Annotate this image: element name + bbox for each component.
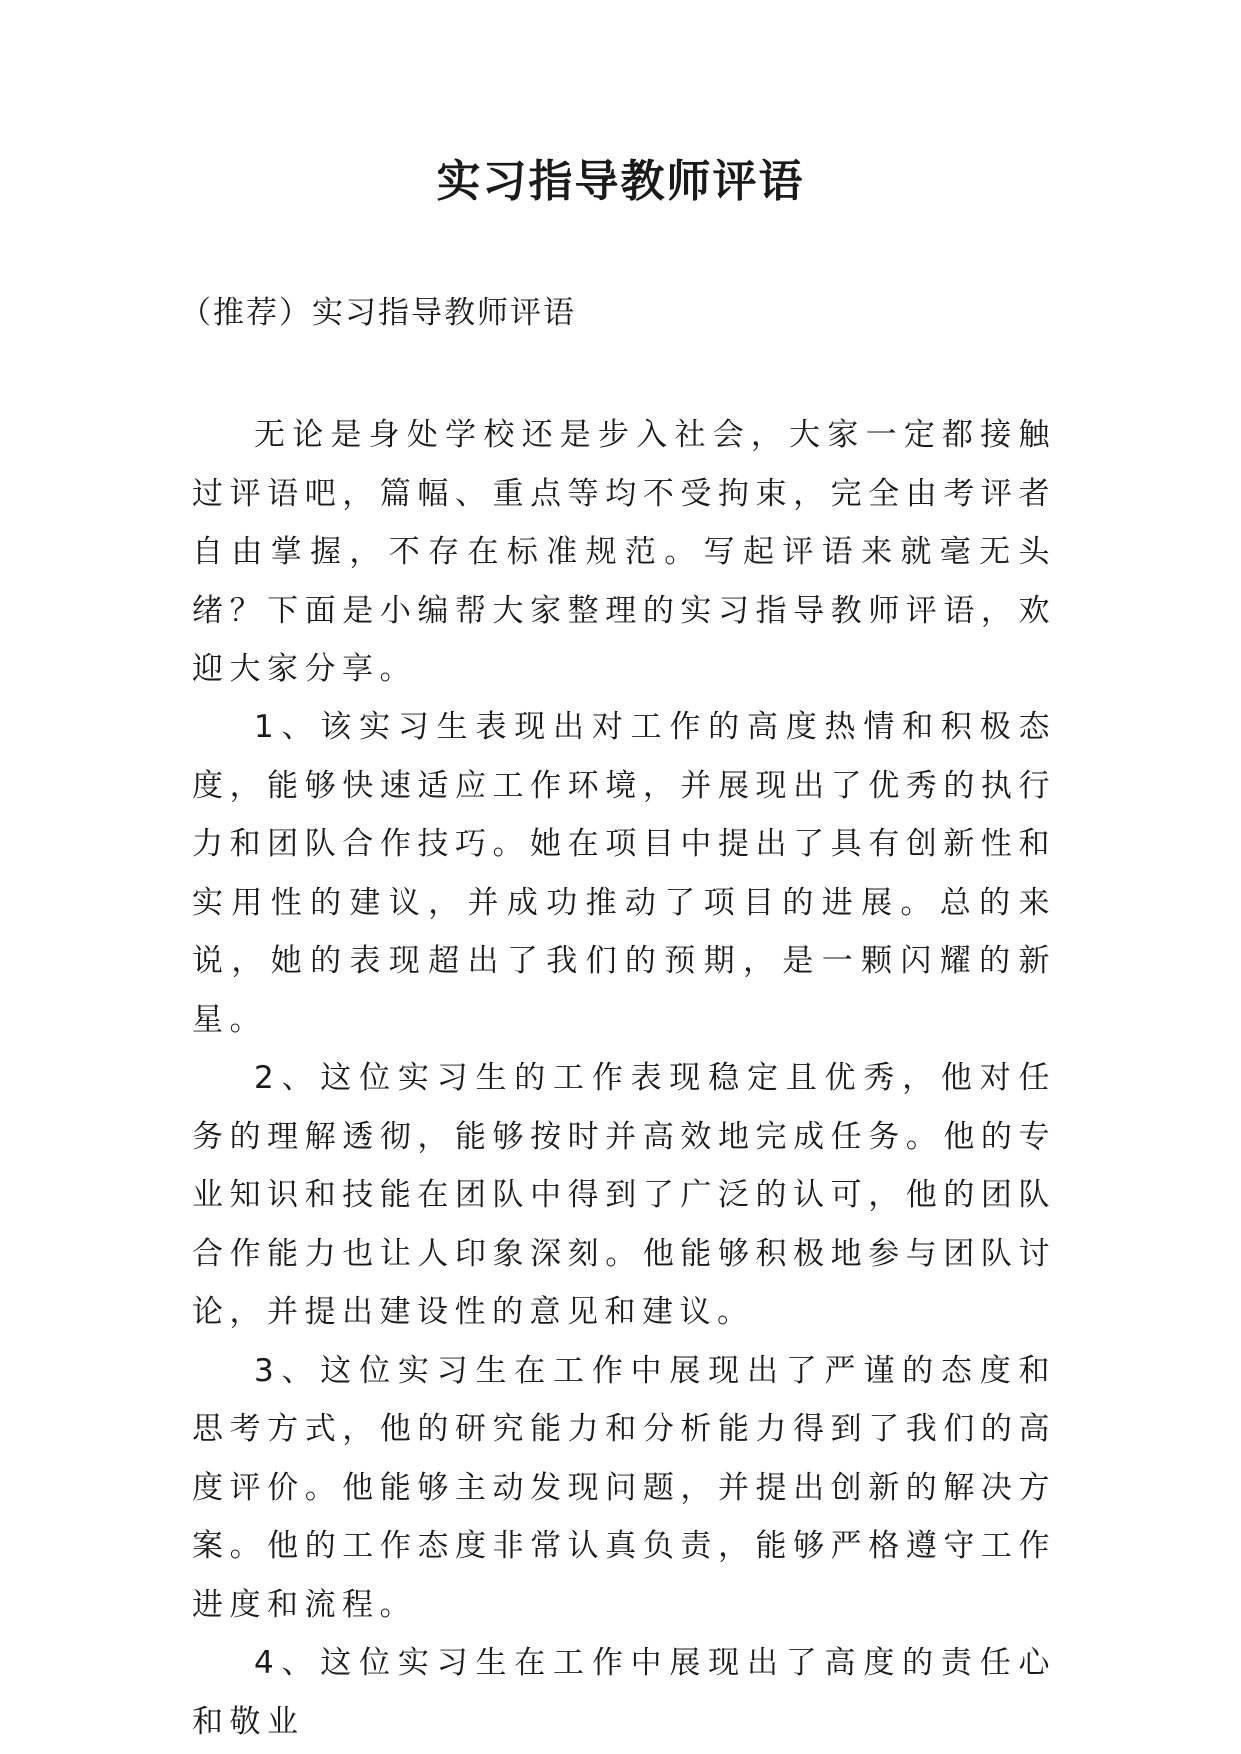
document-subtitle: （推荐）实习指导教师评语 bbox=[180, 295, 576, 331]
comment-list bbox=[192, 698, 1056, 1751]
comment-item-2: 2、这位实习生的工作表现稳定且优秀，他对任务的理解透彻，能够按时并高效地完成任务。他的专业知识和技能在团队中得到了广泛的认可，他的团队合作能力也让人印象深刻。他能够积极地参与团队讨论，并提出建设性的意见和建议。 bbox=[192, 1060, 1056, 1330]
comment-item-1: 1、该实习生表现出对工作的高度热情和积极态度，能够快速适应工作环境，并展现出了优秀的执行力和团队合作技巧。她在项目中提出了具有创新性和实用性的建议，并成功推动了项目的进展。总的来说，她的表现超出了我们的预期，是一颗闪耀的新星。 bbox=[192, 709, 1056, 1038]
comment-item-3: 3、这位实习生在工作中展现出了严谨的态度和思考方式，他的研究能力和分析能力得到了我们的高度评价。他能够主动发现问题，并提出创新的解决方案。他的工作态度非常认真负责，能够严格遵守工作进度和流程。 bbox=[192, 1352, 1056, 1623]
comment-item-4: 4、这位实习生在工作中展现出了高度的责任心和敬业 bbox=[192, 1645, 1056, 1740]
intro-paragraph: 无论是身处学校还是步入社会，大家一定都接触过评语吧，篇幅、重点等均不受拘束，完全由考评者自由掌握，不存在标准规范。写起评语来就毫无头绪？下面是小编帮大家整理的实习指导教师评语，欢迎大家分享。 bbox=[192, 417, 1056, 687]
document-title: 实习指导教师评语 bbox=[436, 156, 805, 207]
